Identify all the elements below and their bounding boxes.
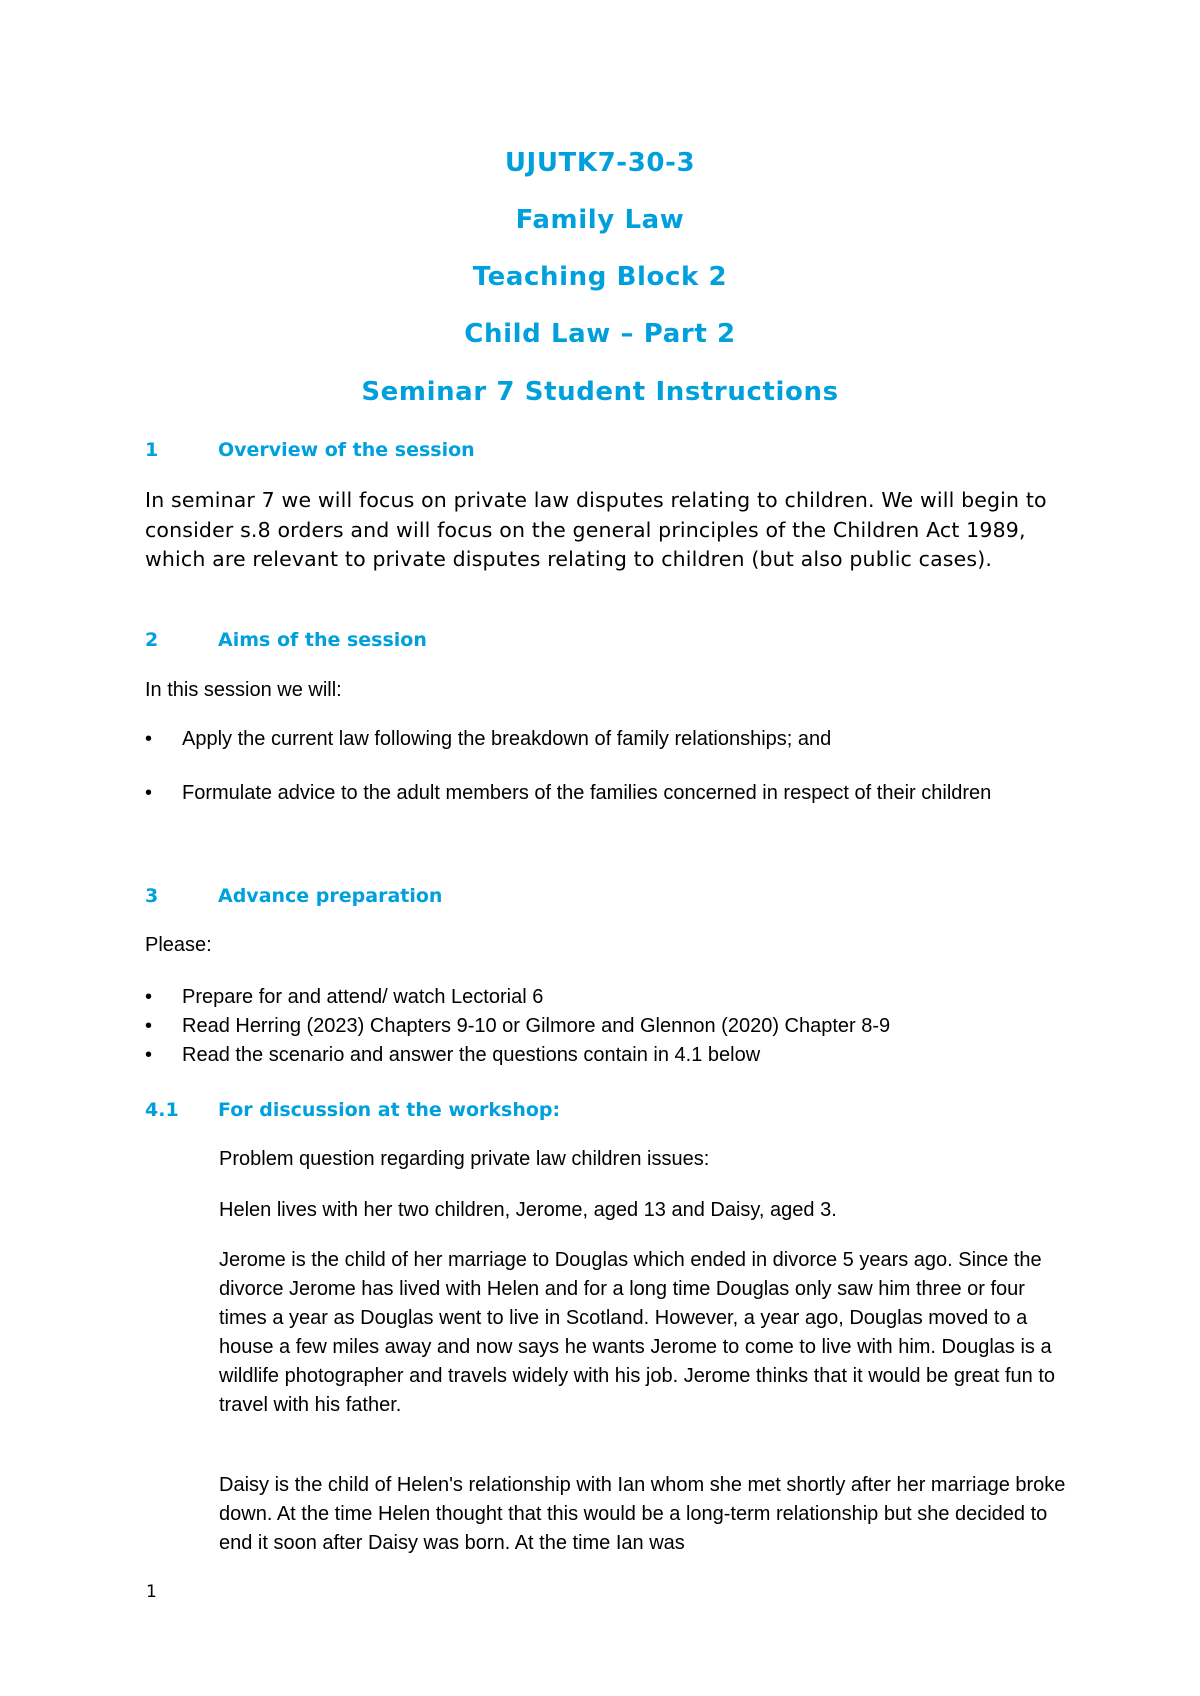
section-4-1-number: 4.1 <box>145 1099 179 1121</box>
list-item <box>145 727 1065 751</box>
section-4-1-title: For discussion at the workshop: <box>218 1099 561 1121</box>
course-code: UJUTK7-30-3 <box>504 148 696 178</box>
bullet-text: Prepare for and attend/ watch Lectorial 6 <box>182 986 544 1008</box>
topic-title: Child Law – Part 2 <box>464 319 736 349</box>
scenario-paragraph-3: Daisy is the child of Helen's relationship with Ian whom she met shortly after her marriage broke down. At the time Helen thought that this would be a long-term relationship but she decided to end it soon after Daisy was born. At the time Ian was <box>219 1474 1066 1554</box>
seminar-title: Seminar 7 Student Instructions <box>361 377 839 407</box>
page-number: 1 <box>146 1582 157 1602</box>
list-item <box>145 781 1062 805</box>
section-1-heading <box>145 438 475 462</box>
section-2-title: Aims of the session <box>218 629 427 651</box>
scenario-paragraph-1: Helen lives with her two children, Jerome, aged 13 and Daisy, aged 3. <box>219 1199 837 1221</box>
teaching-block-title: Teaching Block 2 <box>472 262 728 292</box>
section-2-intro: In this session we will: <box>145 679 342 701</box>
section-2-heading <box>145 628 427 652</box>
section-3-title: Advance preparation <box>218 885 443 907</box>
bullet-icon: • <box>145 986 153 1008</box>
bullet-icon: • <box>145 728 153 750</box>
section-3-bullets <box>145 983 1065 1070</box>
bullet-icon: • <box>145 1015 153 1037</box>
list-item <box>145 1041 1065 1070</box>
section-1-number: 1 <box>145 439 159 461</box>
section-3-number: 3 <box>145 885 159 907</box>
section-4-1-heading <box>145 1098 560 1122</box>
section-1-title: Overview of the session <box>218 439 475 461</box>
section-1-body: In seminar 7 we will focus on private law disputes relating to children. We will begin to consider s.8 orders and will focus on the general principles of the Children Act 1989, which are relevant to private disputes relating to children (but also public cases). <box>145 488 1047 571</box>
scenario-paragraph-2: Jerome is the child of her marriage to Douglas which ended in divorce 5 years ago. Since the divorce Jerome has lived with Helen and for a long time Douglas only saw him three or four times a year as Douglas went to live in Scotland. However, a year ago, Douglas moved to a house a few miles away and now says he wants Jerome to come to live with him. Douglas is a wildlife photographer and travels widely with his job. Jerome thinks that it would be great fun to travel with his father. <box>219 1249 1056 1416</box>
bullet-text: Read Herring (2023) Chapters 9-10 or Gilmore and Glennon (2020) Chapter 8-9 <box>182 1015 891 1037</box>
list-item <box>145 983 1065 1012</box>
section-3-intro: Please: <box>145 934 212 956</box>
bullet-text: Apply the current law following the breakdown of family relationships; and <box>182 728 832 750</box>
section-2-number: 2 <box>145 629 159 651</box>
bullet-icon: • <box>145 1044 153 1066</box>
bullet-icon: • <box>145 782 153 804</box>
section-2-bullets <box>145 727 1065 805</box>
module-title: Family Law <box>515 205 685 235</box>
problem-intro: Problem question regarding private law children issues: <box>219 1148 710 1170</box>
section-3-heading <box>145 884 442 908</box>
bullet-text: Formulate advice to the adult members of the families concerned in respect of their children <box>182 782 992 804</box>
bullet-text: Read the scenario and answer the questions contain in 4.1 below <box>182 1044 761 1066</box>
list-item <box>145 1012 1065 1041</box>
